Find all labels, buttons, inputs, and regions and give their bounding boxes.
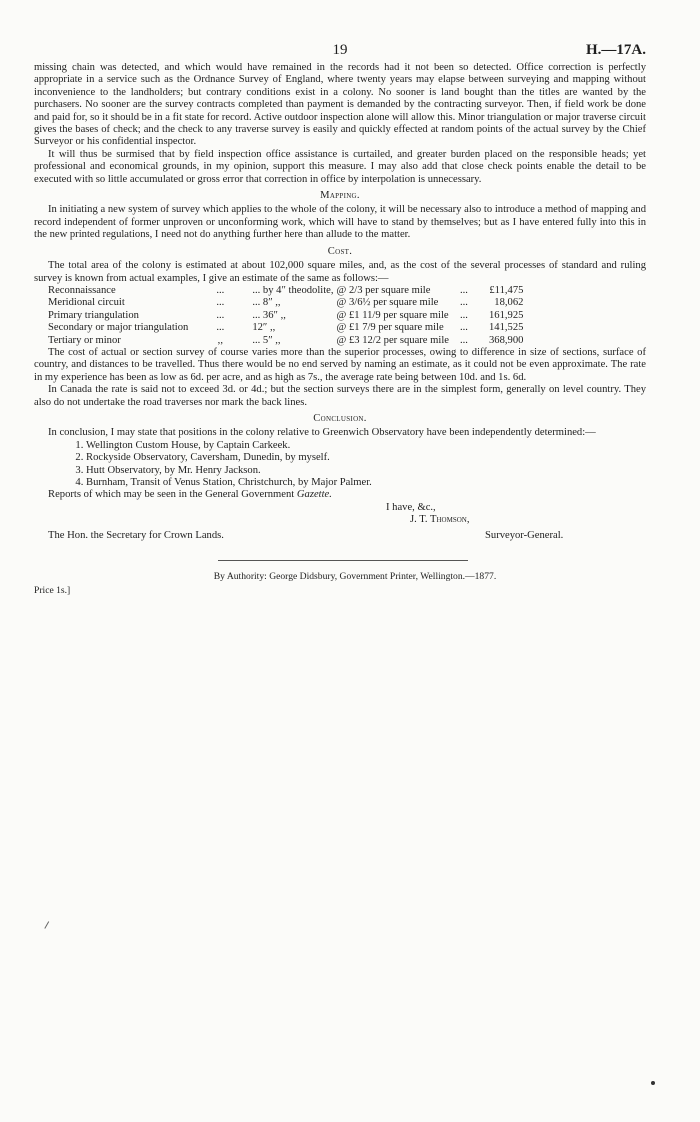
- page-number: 19: [332, 42, 348, 58]
- cost-dots: ...: [216, 322, 225, 334]
- positions-list: [34, 440, 646, 490]
- cost-dots: ...: [216, 297, 225, 309]
- cost-amount: £11,475: [489, 284, 524, 296]
- paragraph-section-cost: The cost of actual or section survey of course varies more than the superior processes, owing to difference in size of sections, surface of country, and distances to be travelled. Thus there would be no end served by naming an estimate, as it could not be even approximate. The rate in my experience has been as low as 6d. per acre, and as high as 7s., the average rate being between 10d. and 1s. 6d.: [34, 346, 646, 383]
- cost-dots: ...: [460, 322, 468, 334]
- cost-amount: 368,900: [488, 334, 524, 346]
- paragraph-cost-intro: The total area of the colony is estimated at about 102,000 square miles, and, as the cost of the several processes of standard and ruling survey is known from actual examples, I give an estimate of the same as follows:—: [34, 260, 646, 284]
- paragraph-field-inspection: It will thus be surmised that by field inspection office assistance is curtailed, and greater burden placed on the responsible heads; yet professional and economical grounds, in my opinion, support this measure. I may also add that close check points enable the detail to be executed with so little accumulated or gross error that correction in office by interpolation is unnecessary.: [34, 148, 646, 185]
- list-item: 3. Hutt Observatory, by Mr. Henry Jackson.: [86, 465, 646, 477]
- heading-mapping: Mapping.: [320, 190, 360, 202]
- cost-dots: ...: [460, 334, 468, 346]
- cost-item: Reconnaissance: [48, 284, 116, 296]
- signature-block: [34, 502, 646, 552]
- cost-dots: ,,: [217, 334, 223, 346]
- cost-item: Tertiary or minor: [48, 334, 121, 346]
- price-text: Price 1s.]: [34, 585, 71, 597]
- cost-instrument: ... 36″ ,,: [252, 309, 286, 321]
- closing-text: I have, &c.,: [386, 501, 436, 513]
- heading-conclusion: Conclusion.: [313, 412, 367, 424]
- cost-instrument: 12″ ,,: [252, 322, 276, 334]
- cost-instrument: ... by 4″ theodolite,: [252, 284, 334, 296]
- cost-rate: @ £3 12/2 per square mile: [336, 334, 449, 346]
- page-header: [34, 40, 646, 62]
- cost-amount: 141,525: [488, 322, 524, 334]
- paragraph-conclusion: In conclusion, I may state that positions in the colony relative to Greenwich Observatory have been independently determined:—: [48, 427, 596, 439]
- stray-mark: [44, 921, 52, 930]
- cost-dots: ...: [460, 297, 468, 309]
- signatory-name: J. T. Thomson,: [410, 513, 470, 525]
- cost-table: [48, 285, 526, 347]
- cost-item: Meridional circuit: [48, 297, 125, 309]
- addressee-text: The Hon. the Secretary for Crown Lands.: [48, 529, 224, 541]
- list-item: 1. Wellington Custom House, by Captain Carkeek.: [86, 440, 646, 452]
- printer-authority: By Authority: George Didsbury, Government Printer, Wellington.—1877.: [213, 570, 497, 582]
- footer-rule: [218, 560, 468, 561]
- cost-dots: ...: [460, 309, 468, 321]
- document-reference: H.—17A.: [586, 42, 646, 58]
- reports-text: Reports of which may be seen in the General Government: [48, 489, 295, 501]
- list-item: 4. Burnham, Transit of Venus Station, Christchurch, by Major Palmer.: [86, 477, 646, 489]
- document-page: [34, 40, 646, 598]
- cost-amount: 161,925: [488, 309, 524, 321]
- paragraph-canada: In Canada the rate is said not to exceed 3d. or 4d.; but the section surveys there are in the simplest form, generally on level country. They also do not undertake the road traverses nor mark the back lines.: [34, 384, 646, 408]
- paragraph-continuation: missing chain was detected, and which would have remained in the records had it not been so detected. Office correction is perfectly appropriate in a service such as the Ordnance Survey of England, where twenty years may elapse between surveying and mapping without inconvenience to the landholders; but contrary conditions exist in a colony. No sooner is land bought than the titles are wanted by the purchasers. No sooner are the survey contracts completed than payment is demanded by the contracting surveyor. Then, if field work be done and paid for, so it should be in a fit state for record. Active outdoor inspection alone will allow this. Minor triangulation or major traverse circuit gives the bases of check; and the check to any traverse survey is easily and quickly effected at random points of the actual survey by the Chief Surveyor or his confidential inspector.: [34, 62, 646, 148]
- paragraph-mapping: In initiating a new system of survey which applies to the whole of the colony, it will be necessary also to introduce a method of mapping and record independent of former unproven or unconforming work, which will have to stand by themselves; but as I have entered fully into this in the new printed regulations, I need not do anything further here than allude to the matter.: [34, 204, 646, 241]
- table-row: [48, 297, 526, 309]
- cost-rate: @ 2/3 per square mile: [336, 284, 431, 296]
- cost-instrument: ... 8″ ,,: [252, 297, 281, 309]
- cost-amount: 18,062: [494, 297, 524, 309]
- table-row: [48, 335, 526, 347]
- cost-item: Secondary or major triangulation: [48, 322, 189, 334]
- signatory-title: Surveyor-General.: [485, 529, 564, 541]
- table-row: [48, 310, 526, 322]
- table-row: [48, 285, 526, 297]
- cost-rate: @ £1 7/9 per square mile: [336, 322, 444, 334]
- table-row: [48, 322, 526, 334]
- cost-instrument: ... 5″ ,,: [252, 334, 281, 346]
- list-item: 2. Rockyside Observatory, Caversham, Dunedin, by myself.: [86, 452, 646, 464]
- paragraph-reports: [34, 489, 646, 501]
- cost-dots: ...: [216, 284, 225, 296]
- cost-dots: ...: [216, 309, 225, 321]
- heading-cost: Cost.: [327, 245, 353, 257]
- gazette-text: Gazette.: [296, 489, 332, 501]
- cost-dots: ...: [460, 284, 468, 296]
- stray-dot: [651, 1081, 655, 1085]
- cost-item: Primary triangulation: [48, 309, 139, 321]
- cost-rate: @ £1 11/9 per square mile: [336, 309, 449, 321]
- cost-rate: @ 3/6½ per square mile: [336, 297, 439, 309]
